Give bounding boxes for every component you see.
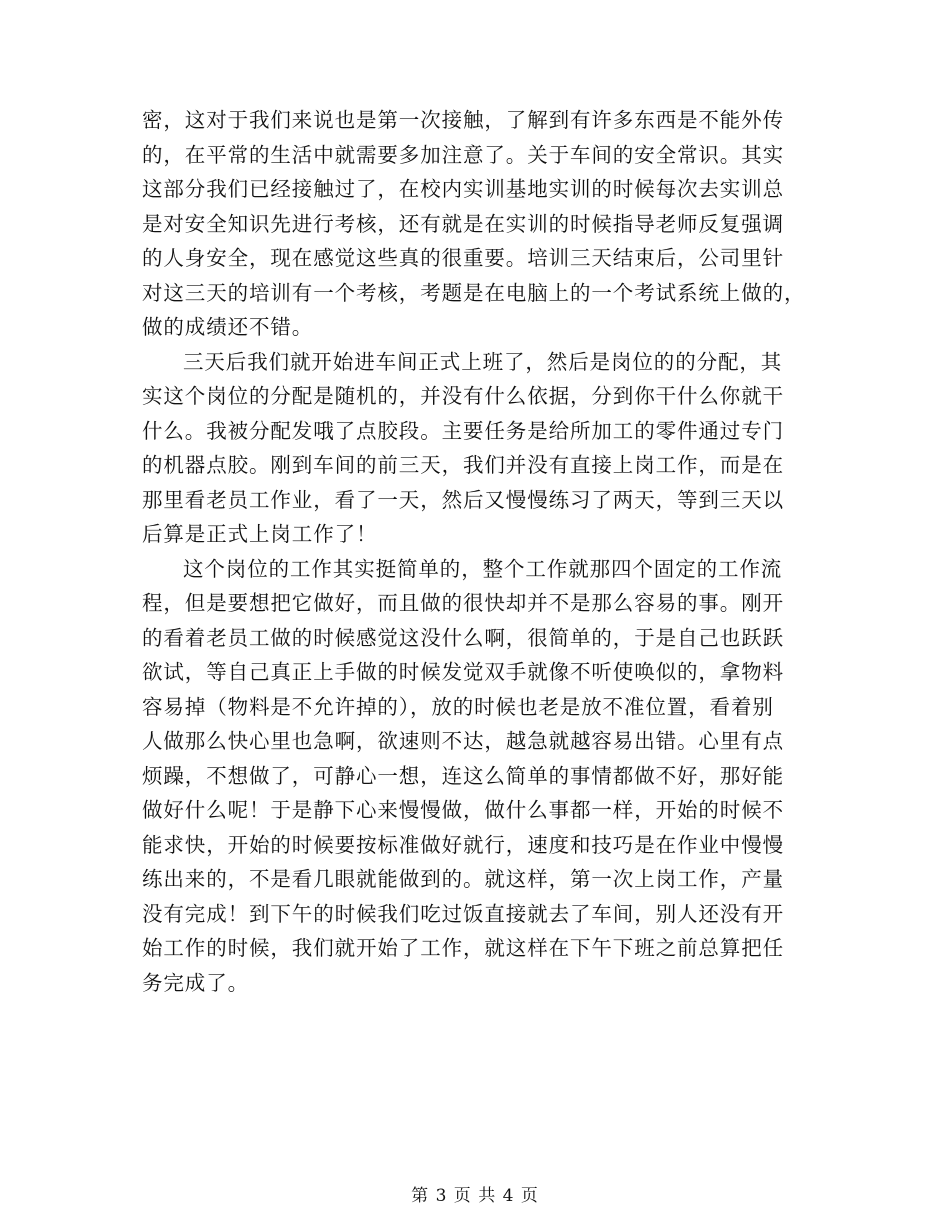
text-line: 三天后我们就开始进车间正式上班了，然后是岗位的的分配，其	[183, 349, 783, 374]
text-line: 密，这对于我们来说也是第一次接触，了解到有许多东西是不能外传	[142, 108, 784, 132]
text-line: 程，但是要想把它做好，而且做的很快却并不是那么容易的事。刚开	[142, 591, 784, 615]
document-body	[142, 103, 810, 1000]
text-line: 做好什么呢！于是静下心来慢慢做，做什么事都一样，开始的时候不	[142, 798, 784, 822]
text-line: 的人身安全，现在感觉这些真的很重要。培训三天结束后，公司里针	[142, 246, 784, 270]
text-line: 的机器点胶。刚到车间的前三天，我们并没有直接上岗工作，而是在	[142, 453, 784, 477]
text-line: 始工作的时候，我们就开始了工作，就这样在下午下班之前总算把任	[142, 936, 784, 960]
text-line: 人做那么快心里也急啊，欲速则不达，越急就越容易出错。心里有点	[142, 729, 784, 753]
text-line: 后算是正式上岗工作了！	[142, 522, 378, 546]
text-line: 容易掉（物料是不允许掉的），放的时候也老是放不准位置，看着别	[142, 694, 774, 719]
text-line: 没有完成！到下午的时候我们吃过饭直接就去了车间，别人还没有开	[142, 901, 784, 926]
text-line: 做的成绩还不错。	[142, 315, 314, 339]
text-line: 练出来的，不是看几眼就能做到的。就这样，第一次上岗工作，产量	[142, 867, 784, 891]
paragraph-2	[142, 345, 810, 552]
text-line: 对这三天的培训有一个考核，考题是在电脑上的一个考试系统上做的，	[142, 280, 806, 305]
paragraph-3	[142, 552, 810, 1001]
text-line: 欲试，等自己真正上手做的时候发觉双手就像不听使唤似的，拿物料	[142, 660, 784, 684]
text-line: 是对安全知识先进行考核，还有就是在实训的时候指导老师反复强调	[142, 211, 784, 236]
text-line: 的看着老员工做的时候感觉这没什么啊，很简单的，于是自己也跃跃	[142, 625, 784, 650]
text-line: 的，在平常的生活中就需要多加注意了。关于车间的安全常识。其实	[142, 142, 784, 167]
text-line: 能求快，开始的时候要按标准做好就行，速度和技巧是在作业中慢慢	[142, 832, 784, 857]
text-line: 这部分我们已经接触过了，在校内实训基地实训的时候每次去实训总	[142, 177, 784, 201]
text-line: 什么。我被分配发哦了点胶段。主要任务是给所加工的零件通过专门	[142, 418, 784, 443]
page-number-footer: 第 3 页 共 4 页	[411, 1186, 539, 1206]
text-line: 实这个岗位的分配是随机的，并没有什么依据，分到你干什么你就干	[142, 384, 784, 408]
text-line: 烦躁，不想做了，可静心一想，连这么简单的事情都做不好，那好能	[142, 763, 784, 788]
text-line: 那里看老员工作业，看了一天，然后又慢慢练习了两天，等到三天以	[142, 487, 784, 512]
text-line: 这个岗位的工作其实挺简单的，整个工作就那四个固定的工作流	[183, 556, 783, 581]
text-line: 务完成了。	[142, 970, 249, 995]
paragraph-1	[142, 103, 810, 345]
